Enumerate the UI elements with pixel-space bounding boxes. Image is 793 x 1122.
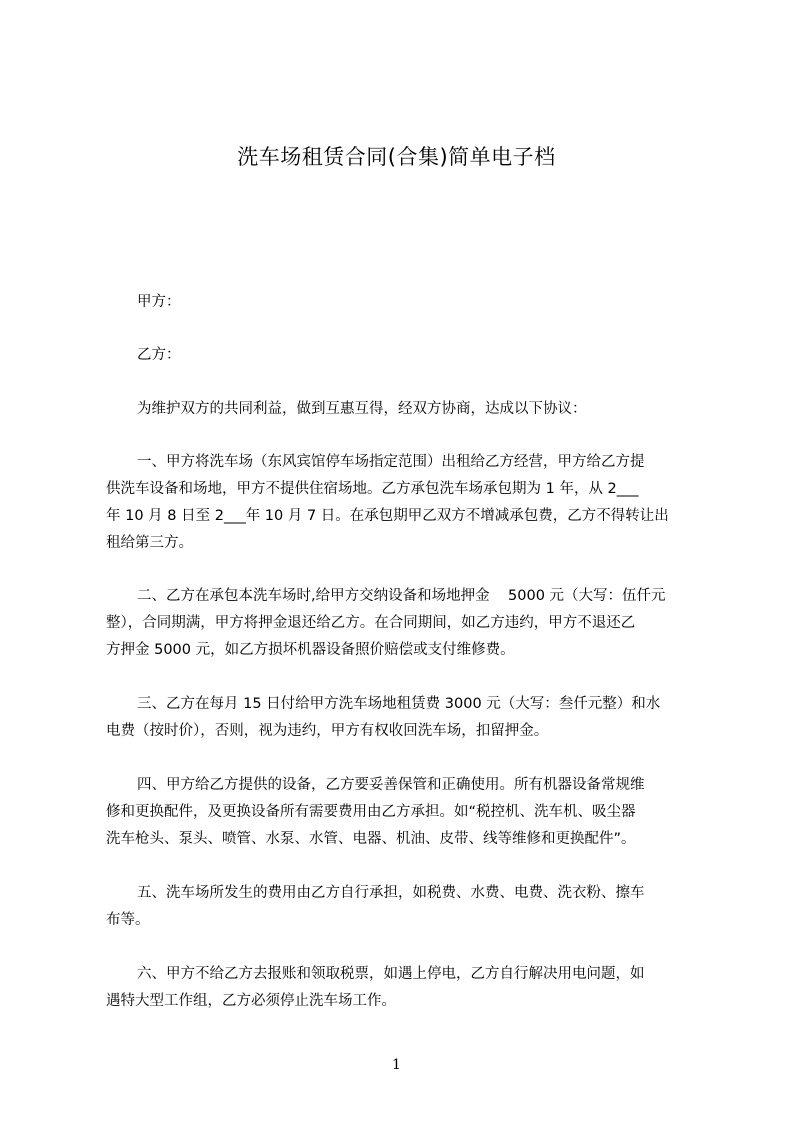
party-a-label: 甲方： — [137, 294, 181, 310]
clause-1-line-1: 一、甲方将洗车场（东风宾馆停车场指定范围）出租给乙方经营，甲方给乙方提 — [137, 454, 645, 470]
party-b-label: 乙方： — [137, 347, 181, 363]
clause-1-line-3: 年 10 月 8 日至 2___年 10 月 7 日。在承包期甲乙双方不增减承包费，乙方不得转让出 — [106, 508, 669, 524]
clause-4-line-1: 四、甲方给乙方提供的设备，乙方要妥善保管和正确使用。所有机器设备常规维 — [137, 777, 645, 793]
clause-3-line-1: 三、乙方在每月 15 日付给甲方洗车场地租赁费 3000 元（大写：叁仟元整）和水 — [137, 696, 661, 712]
clause-2-line-2: 整），合同期满，甲方将押金退还给乙方。在合同期间，如乙方违约，甲方不退还乙 — [106, 615, 636, 631]
clause-4-line-3: 洗车枪头、泵头、喷管、水泵、水管、电器、机油、皮带、线等维修和更换配件”。 — [106, 831, 636, 847]
clause-2-line-3: 方押金 5000 元，如乙方损坏机器设备照价赔偿或支付维修费。 — [106, 642, 515, 658]
clause-5-line-1: 五、洗车场所发生的费用由乙方自行承担，如税费、水费、电费、洗衣粉、擦车 — [137, 885, 645, 901]
clause-6-line-1: 六、甲方不给乙方去报账和领取税票，如遇上停电，乙方自行解决用电问题，如 — [137, 966, 645, 982]
clause-5-line-2: 布等。 — [106, 912, 150, 928]
clause-1-line-2: 供洗车设备和场地，甲方不提供住宿场地。乙方承包洗车场承包期为 1 年，从 2___ — [106, 481, 639, 497]
clause-1-line-4: 租给第三方。 — [106, 535, 193, 551]
page-number: 1 — [392, 1057, 401, 1073]
clause-6-line-2: 遇特大型工作组，乙方必须停止洗车场工作。 — [106, 993, 396, 1009]
clause-4-line-2: 修和更换配件，及更换设备所有需要费用由乙方承担。如“税控机、洗车机、吸尘器 — [106, 804, 636, 820]
clause-3-line-2: 电费（按时价），否则，视为违约，甲方有权收回洗车场，扣留押金。 — [106, 723, 549, 739]
intro-paragraph: 为维护双方的共同利益，做到互惠互得，经双方协商，达成以下协议： — [137, 401, 587, 417]
document-title: 洗车场租赁合同(合集)简单电子档 — [237, 145, 556, 169]
clause-2-line-1: 二、乙方在承包本洗车场时,给甲方交纳设备和场地押金 5000 元（大写：伍仟元 — [137, 588, 666, 604]
